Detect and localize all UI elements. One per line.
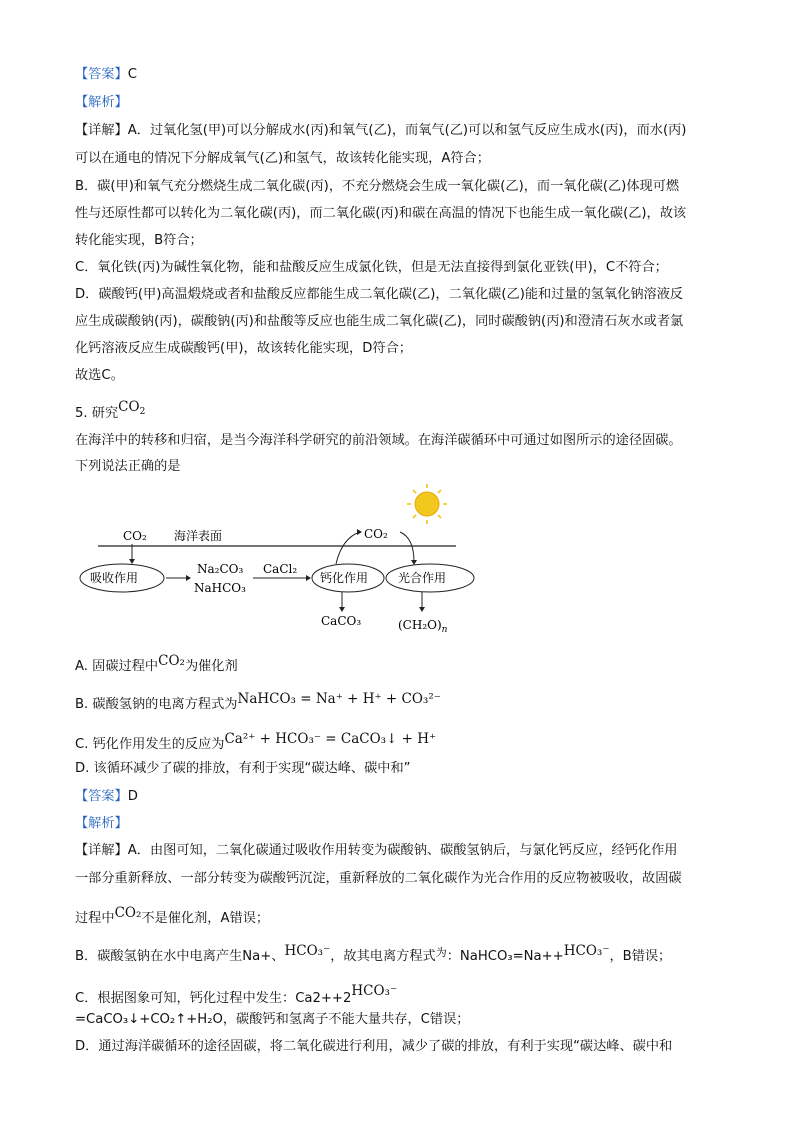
detail-text: B．碳酸氢钠在水中电离产生Na+、 (75, 949, 285, 964)
detail-text: 过程中 (75, 911, 115, 926)
photosynthesis-label: 光合作用 (398, 571, 447, 585)
caco3-label: CaCO₃ (321, 614, 362, 628)
detail-line: =CaCO₃↓+CO₂↑+H₂O，碳酸钙和氢离子不能大量共存，C错误； (75, 1012, 470, 1027)
detail-line: B．碳(甲)和氧气充分燃烧生成二氧化碳(丙)，不充分燃烧会生成一氧化碳(乙)，而一氧化碳(乙)体现可燃 (75, 179, 680, 194)
option-c[interactable] (75, 730, 436, 754)
detail-line (75, 982, 397, 1008)
co2-right-label: CO₂ (364, 527, 388, 541)
analysis-tag: 【解析】 (75, 816, 128, 831)
co2-formula: CO₂ (114, 905, 142, 921)
answer-tag: 【答案】 (75, 67, 128, 82)
ocean-carbon-diagram (70, 482, 490, 642)
hco3-formula: HCO₃⁻ (563, 943, 610, 959)
absorption-label: 吸收作用 (90, 571, 139, 585)
detail-text: ：NaHCO₃=Na++ (446, 949, 564, 964)
sun-icon (407, 484, 447, 524)
detail-line: D．通过海洋碳循环的途径固碳，将二氧化碳进行利用，减少了碳的排放，有利于实现“碳达峰、碳中和 (75, 1039, 673, 1054)
answer-line (75, 788, 138, 806)
option-a-suffix: 为催化剂 (184, 659, 238, 674)
analysis-heading (75, 815, 128, 833)
detail-text: ，B错误； (609, 949, 672, 964)
detail-line: 故选C。 (75, 368, 124, 383)
detail-text: ，故其电离方程式 (330, 949, 436, 964)
cacl2-label: CaCl₂ (263, 562, 298, 576)
nahco3-label: NaHCO₃ (194, 581, 246, 595)
answer-tag: 【答案】 (75, 789, 128, 804)
option-b[interactable] (75, 690, 441, 714)
na2co3-label: Na₂CO₃ (197, 562, 244, 576)
analysis-heading (75, 94, 128, 112)
answer-value: D (127, 789, 138, 804)
option-a[interactable] (75, 652, 238, 676)
detail-line (75, 122, 686, 140)
option-a-prefix: A. 固碳过程中 (75, 659, 159, 674)
detail-line (75, 942, 671, 966)
detail-text: A．由图可知，二氧化碳通过吸收作用转变为碳酸钠、碳酸氢钠后，与氯化钙反应，经钙化作用 (127, 843, 678, 858)
calcification-label: 钙化作用 (320, 571, 369, 585)
detail-line (75, 904, 269, 928)
co2-left-label: CO₂ (123, 529, 147, 543)
detail-line: 性与还原性都可以转化为二氧化碳(丙)，而二氧化碳(丙)和碳在高温的情况下也能生成一氧化碳(乙)，故该 (75, 206, 687, 221)
detail-line: D．碳酸钙(甲)高温煅烧或者和盐酸反应都能生成二氧化碳(乙)，二氧化碳(乙)能和过量的氢氧化钠溶液反 (75, 287, 684, 302)
detail-tag: 【详解】 (75, 123, 128, 138)
detail-line: 一部分重新释放、一部分转变为碳酸钙沉淀，重新释放的二氧化碳作为光合作用的反应物被吸收，故固碳 (75, 871, 682, 886)
option-d-text: D. 该循环减少了碳的排放，有利于实现“碳达峰、碳中和” (75, 761, 411, 776)
detail-line: 转化能实现，B符合； (75, 233, 203, 248)
detail-line: C．氧化铁(丙)为碱性氧化物，能和盐酸反应生成氯化铁，但是无法直接得到氯化亚铁(甲)，C不符合； (75, 260, 668, 275)
answer-value: C (127, 67, 137, 82)
ocean-surface-label: 海洋表面 (174, 529, 223, 543)
question-line: 下列说法正确的是 (75, 459, 181, 474)
question-prefix: 5. 研究 (75, 406, 119, 421)
option-c-prefix: C. 钙化作用发生的反应为 (75, 737, 225, 752)
detail-line: 可以在通电的情况下分解成氧气(乙)和氢气，故该转化能实现，A符合； (75, 151, 490, 166)
detail-text: 不是催化剂，A错误； (141, 911, 270, 926)
detail-line (75, 842, 677, 860)
detail-text: 为 (435, 946, 447, 959)
option-a-formula: CO₂ (158, 653, 185, 669)
detail-text: A．过氧化氢(甲)可以分解成水(丙)和氧气(乙)，而氧气(乙)可以和氢气反应生成水(丙)，而水(丙) (127, 123, 687, 138)
detail-tag: 【详解】 (75, 843, 128, 858)
question-stem (75, 398, 145, 423)
answer-line (75, 66, 137, 84)
option-b-prefix: B. 碳酸氢钠的电离方程式为 (75, 697, 238, 712)
co2-formula: $CO_2$ (118, 399, 146, 417)
detail-line: 应生成碳酸钠(丙)，碳酸钠(丙)和盐酸等反应也能生成二氧化碳(乙)，同时碳酸钠(丙)和澄清石灰水或者氯 (75, 314, 684, 329)
hco3-formula: HCO₃⁻ (284, 943, 331, 959)
analysis-tag: 【解析】 (75, 95, 128, 110)
option-c-formula: Ca²⁺ + HCO₃⁻ = CaCO₃↓ + H⁺ (224, 731, 437, 747)
ch2o-label: $(CH_2O)_n$ (398, 618, 448, 635)
option-d[interactable] (75, 760, 411, 778)
detail-text: C．根据图象可知，钙化过程中发生：Ca2++2 (75, 991, 352, 1006)
option-b-formula: NaHCO₃ = Na⁺ + H⁺ + CO₃²⁻ (237, 691, 441, 707)
question-line: 在海洋中的转移和归宿，是当今海洋科学研究的前沿领域。在海洋碳循环中可通过如图所示的途径固碳。 (75, 433, 682, 448)
detail-line: 化钙溶液反应生成碳酸钙(甲)，故该转化能实现，D符合； (75, 341, 412, 356)
hco3-formula: HCO₃⁻ (351, 983, 398, 999)
